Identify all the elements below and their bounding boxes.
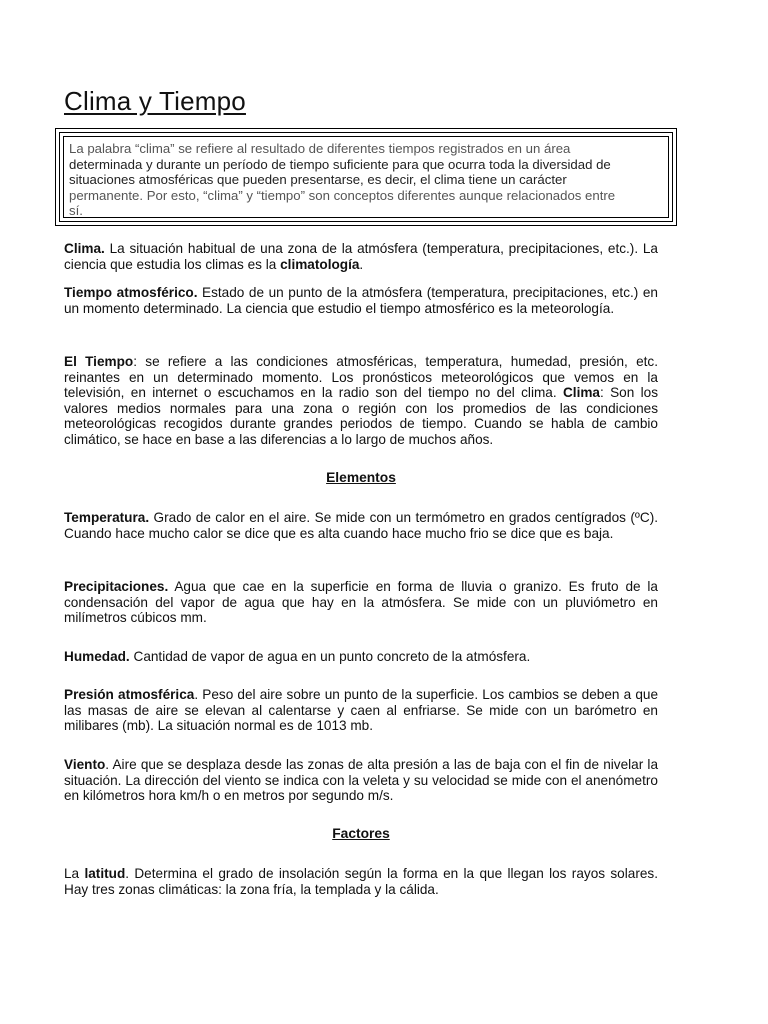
- latitud-text: . Determina el grado de insolación según la forma en la que llegan los rayos solares. Hay tres zonas climáticas: la zona fría, la templada y la cálida.: [64, 866, 658, 897]
- tiempo-atmosferico-term: Tiempo atmosférico.: [64, 285, 198, 300]
- clima-term-2: Clima: [562, 385, 600, 401]
- viento-term: Viento: [64, 757, 106, 772]
- precipitaciones-term: Precipitaciones.: [64, 579, 169, 594]
- humedad-paragraph: [64, 649, 658, 665]
- intro-line-1: La palabra “clima” se refiere al resultado de diferentes tiempos registrados en un área: [69, 141, 571, 156]
- page-title: Clima y Tiempo: [64, 86, 246, 116]
- presion-text: . Peso del aire sobre un punto de la superficie. Los cambios se deben a que las masas de aire se elevan al calentarse y caen al enfriarse. Se mide con un barómetro en milibares (mb). La situación normal es de 1013 mb.: [64, 687, 659, 734]
- humedad-term: Humedad.: [64, 649, 130, 664]
- el-tiempo-text: : se refiere a las condiciones atmosféricas, temperatura, humedad, presión, etc. reinantes en un determinado momento. Los pronósticos meteorológicos que vemos en la televisión, en internet o escuchamos en la radio son del tiempo no del clima.: [64, 354, 658, 401]
- clima-paragraph: Clima. La situación habitual de una zona de la atmósfera (temperatura, precipitaciones, etc.). La ciencia que estudia los climas es la climatología.: [64, 241, 658, 272]
- factores-heading: Factores: [332, 826, 390, 841]
- latitud-paragraph: La latitud. Determina el grado de insolación según la forma en la que llegan los rayos solares. Hay tres zonas climáticas: la zona fría, la templada y la cálida.: [64, 866, 658, 897]
- temperatura-term: Temperatura.: [64, 510, 150, 525]
- el-tiempo-term: El Tiempo: [64, 354, 134, 369]
- elementos-heading: Elementos: [326, 470, 396, 485]
- clima-term: Clima.: [64, 241, 105, 256]
- clima-text: La situación habitual de una zona de la atmósfera (temperatura, precipitaciones, etc.). La ciencia que estudia los climas es la: [64, 241, 658, 272]
- viento-text: . Aire que se desplaza desde las zonas de alta presión a las de baja con el fin de nivelar la situación. La dirección del viento se indica con la veleta y su velocidad se mide con el anenómetro en kilómetros hora km/h o en metros por segundo m/s.: [64, 757, 658, 804]
- intro-box: [55, 128, 677, 226]
- intro-line-4: permanente. Por esto, “clima” y “tiempo” son conceptos diferentes aunque relacionados entre: [69, 187, 616, 203]
- temperatura-paragraph: [64, 510, 658, 541]
- intro-line-3: situaciones atmosféricas que pueden presentarse, es decir, el clima tiene un carácter: [69, 172, 567, 188]
- tiempo-atmosferico-paragraph: [64, 285, 658, 316]
- intro-text: [63, 136, 669, 218]
- intro-line-5: sí.: [69, 203, 83, 219]
- tiempo-atmosferico-text: Estado de un punto de la atmósfera (temperatura, precipitaciones, etc.) en un momento determinado. La ciencia que estudio el tiempo atmosférico es la meteorología.: [64, 285, 658, 316]
- viento-paragraph: [64, 757, 658, 804]
- intro-line-2: determinada y durante un período de tiempo suficiente para que ocurra toda la diversidad de: [69, 156, 611, 172]
- latitud-term: latitud: [84, 866, 126, 881]
- clima-definition-text: : Son los valores medios normales para una zona o región con los promedios de las condiciones meteorológicas recogidos durante grandes periodos de tiempo. Cuando se habla de cambio climático, se hace en base a las diferencias a lo largo de muchos años.: [64, 385, 659, 447]
- temperatura-text: Grado de calor en el aire. Se mide con un termómetro en grados centígrados (ºC). Cuando hace mucho calor se dice que es alta cuando hace mucho frio se dice que es baja.: [64, 510, 658, 541]
- precipitaciones-paragraph: [64, 579, 658, 626]
- presion-paragraph: [64, 687, 658, 734]
- el-tiempo-paragraph: [64, 354, 658, 448]
- climatologia-term: climatología: [280, 256, 360, 272]
- presion-term: Presión atmosférica: [64, 687, 195, 702]
- humedad-text: Cantidad de vapor de agua en un punto concreto de la atmósfera.: [129, 649, 531, 664]
- precipitaciones-text: Agua que cae en la superficie en forma de lluvia o granizo. Es fruto de la condensación del vapor de agua que hay en la atmósfera. Se mide con un pluviómetro en milímetros cúbicos mm.: [64, 579, 658, 626]
